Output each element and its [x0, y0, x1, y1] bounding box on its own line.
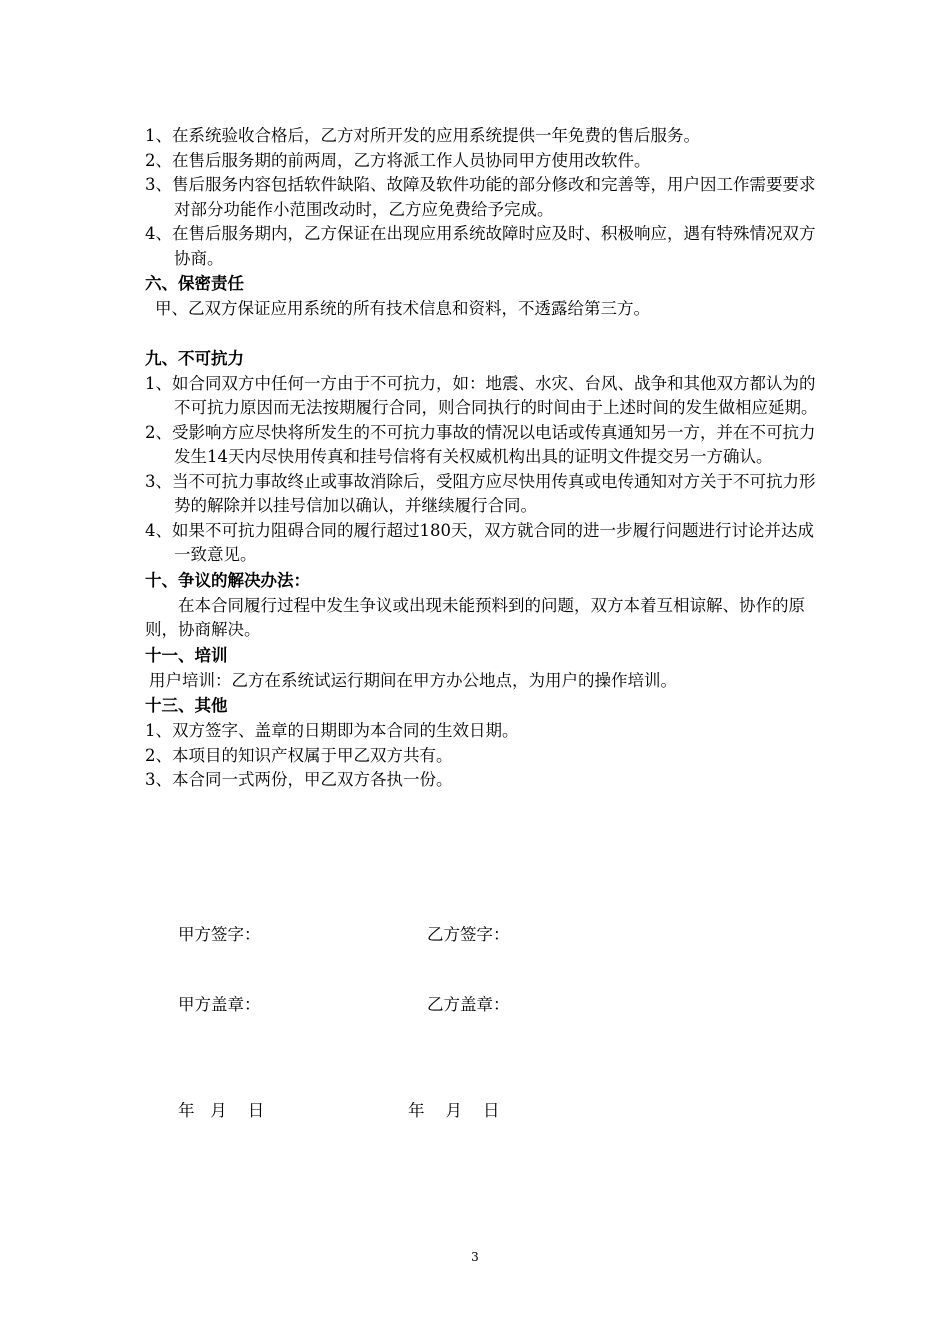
- force-majeure-item-3: 3、当不可抗力事故终止或事故消除后，受阻方应尽快用传真或电传通知对方关于不可抗力形势的解除并以挂号信加以确认，并继续履行合同。: [145, 471, 816, 515]
- document-body: [145, 124, 825, 793]
- after-sales-item-4: 4、在售后服务期内，乙方保证在出现应用系统故障时应及时、积极响应，遇有特殊情况双方协商。: [145, 224, 816, 268]
- other-item-2: 2、本项目的知识产权属于甲乙双方共有。: [145, 745, 453, 765]
- page-number: 3: [471, 1250, 479, 1264]
- training-text: 用户培训：乙方在系统试运行期间在甲方办公地点，为用户的操作培训。: [149, 670, 677, 690]
- party-a-signature-label: 甲方签字：: [178, 925, 261, 944]
- training-heading: 十一、培训: [145, 645, 228, 665]
- dispute-text: 在本合同履行过程中发生争议或出现未能预料到的问题，双方本着互相谅解、协作的原则，协商解决。: [145, 595, 805, 639]
- force-majeure-item-1: 1、如合同双方中任何一方由于不可抗力，如：地震、水灾、台风、战争和其他双方都认为的不可抗力原因而无法按期履行合同，则合同执行的时间由于上述时间的发生做相应延期。: [145, 373, 818, 417]
- confidentiality-heading: 六、保密责任: [145, 274, 244, 293]
- other-item-3: 3、本合同一式两份，甲乙双方各执一份。: [145, 770, 453, 789]
- dispute-heading: 十、争议的解决办法：: [145, 570, 310, 590]
- blank-line: [145, 322, 825, 346]
- force-majeure-item-4: 4、如果不可抗力阻碍合同的履行超过180天，双方就合同的进一步履行问题进行讨论并达成一致意见。: [145, 520, 814, 564]
- party-b-seal-label: 乙方盖章：: [427, 995, 510, 1014]
- force-majeure-item-2: 2、受影响方应尽快将所发生的不可抗力事故的情况以电话或传真通知另一方，并在不可抗力发生14天内尽快用传真和挂号信将有关权威机构出具的证明文件提交另一方确认。: [145, 422, 816, 466]
- other-item-1: 1、双方签字、盖章的日期即为本合同的生效日期。: [145, 721, 519, 740]
- party-a-date: 年 月 日: [178, 1101, 265, 1120]
- after-sales-item-1: 1、在系统验收合格后，乙方对所开发的应用系统提供一年免费的售后服务。: [145, 126, 700, 145]
- party-b-signature-label: 乙方签字：: [427, 925, 510, 944]
- other-heading: 十三、其他: [145, 696, 228, 715]
- force-majeure-heading: 九、不可抗力: [145, 348, 244, 368]
- after-sales-item-2: 2、在售后服务期的前两周，乙方将派工作人员协同甲方使用改软件。: [145, 150, 651, 170]
- party-a-seal-label: 甲方盖章：: [178, 995, 261, 1014]
- party-b-date: 年 月 日: [408, 1101, 500, 1120]
- confidentiality-text: 甲、乙双方保证应用系统的所有技术信息和资料，不透露给第三方。: [155, 299, 650, 318]
- after-sales-item-3: 3、售后服务内容包括软件缺陷、故障及软件功能的部分修改和完善等，用户因工作需要要求对部分功能作小范围改动时，乙方应免费给予完成。: [145, 175, 816, 219]
